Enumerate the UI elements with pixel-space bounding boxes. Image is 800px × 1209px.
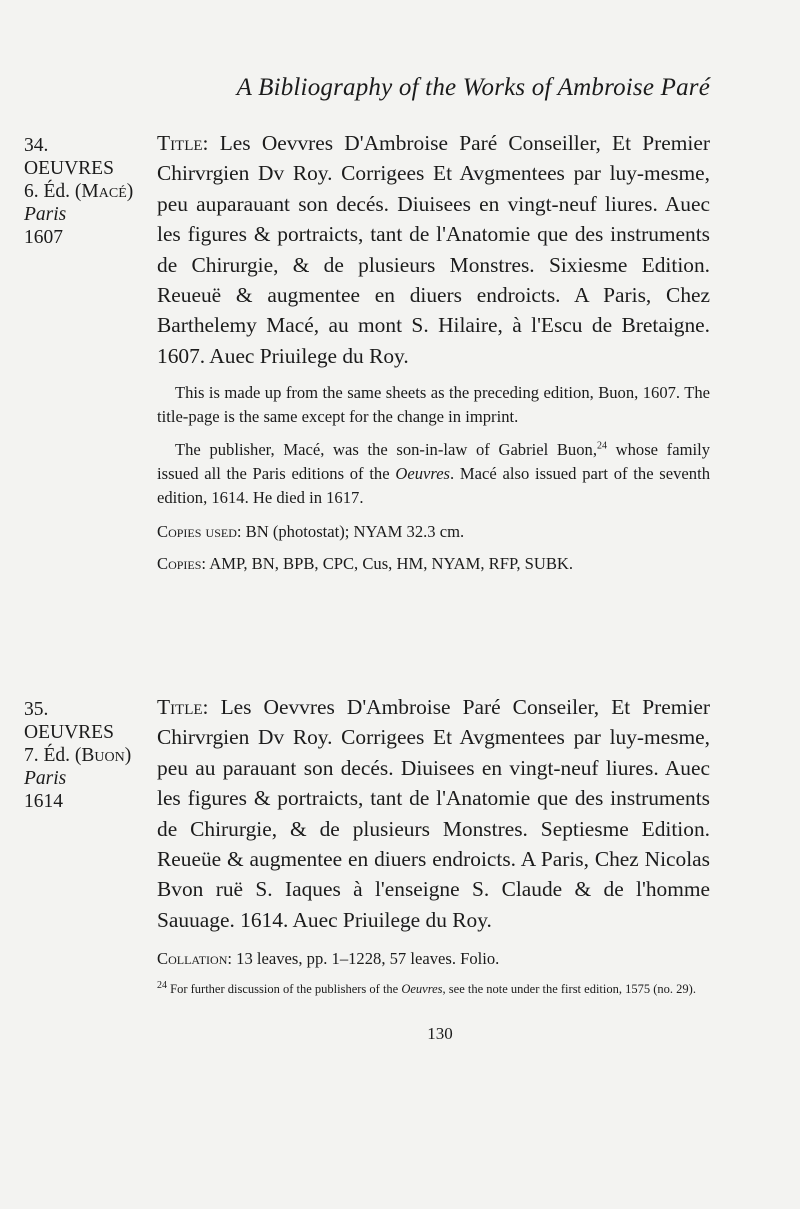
entry-number: 35.: [24, 699, 49, 720]
page-number: 130: [427, 1024, 453, 1043]
note-paragraph: This is made up from the same sheets as the preceding edition, Buon, 1607. The title-page is the same except for the change in imprint.: [157, 383, 710, 427]
title-transcription: Title: Les Oevvres D'Ambroise Paré Conseiler, Et Premier Chirvrgien Dv Roy. Corrigees Et Avgmentees par luy-mesme, peu au parauant son decés. Diuisees en vingt-neuf liures. Auec les figures & portraicts, tant de l'Anatomie que des instruments de Chirurgie, & de plusieurs Monstres. Septiesme Edition. Reueüe & augmentee en diuers endroicts. A Paris, Chez Nicolas Bvon ruë S. Iaques à l'enseigne S. Claude & de l'homme Sauuage. 1614. Auec Priuilege du Roy.: [157, 695, 710, 932]
entry-edition: 6. Éd. (Macé): [24, 181, 134, 202]
footnote: $^{24}$ For further discussion of the publishers of the Oeuvres, see the note under the first edition, 1575 (no. 29).: [157, 980, 696, 997]
entry-body: [157, 692, 710, 997]
entry-work: OEUVRES: [24, 158, 114, 179]
title-transcription: Title: Les Oevvres D'Ambroise Paré Conseiller, Et Premier Chirvrgien Dv Roy. Corrigees Et Avgmentees par luy-mesme, peu auparauant son decés. Diuisees en vingt-neuf liures. Auec les figures & portraicts, tant de l'Anatomie que des instruments de Chirurgie, & de plusieurs Monstres. Sixiesme Edition. Reueuë & augmentee en diuers endroicts. A Paris, Chez Barthelemy Macé, au mont S. Hilaire, à l'Escu de Bretaigne. 1607. Auec Priuilege du Roy.: [157, 131, 710, 368]
entry-edition: 7. Éd. (Buon): [24, 745, 132, 766]
entry-sidenote: [24, 698, 164, 813]
entry-year: 1607: [24, 227, 63, 248]
running-head: A Bibliography of the Works of Ambroise Paré: [236, 74, 710, 101]
entry-body: [157, 128, 710, 576]
footnote-mark: 24: [157, 980, 167, 992]
entry-place: Paris: [24, 768, 67, 789]
entry-year: 1614: [24, 791, 63, 812]
entry-number: 34.: [24, 135, 49, 156]
entry-work: OEUVRES: [24, 722, 114, 743]
copies-list: Copies: AMP, BN, BPB, CPC, Cus, HM, NYAM, RFP, SUBK.: [157, 554, 574, 574]
entry-sidenote: [24, 134, 164, 249]
note-paragraph: The publisher, Macé, was the son-in-law of Gabriel Buon,$^{24}$ whose family issued all the Paris editions of the Oeuvres. Macé also issued part of the seventh edition, 1614. He died in 1617.: [157, 440, 710, 508]
collation: Collation: 13 leaves, pp. 1–1228, 57 leaves. Folio.: [157, 949, 500, 969]
copies-used: Copies used: BN (photostat); NYAM 32.3 cm.: [157, 522, 465, 542]
entry-place: Paris: [24, 204, 67, 225]
